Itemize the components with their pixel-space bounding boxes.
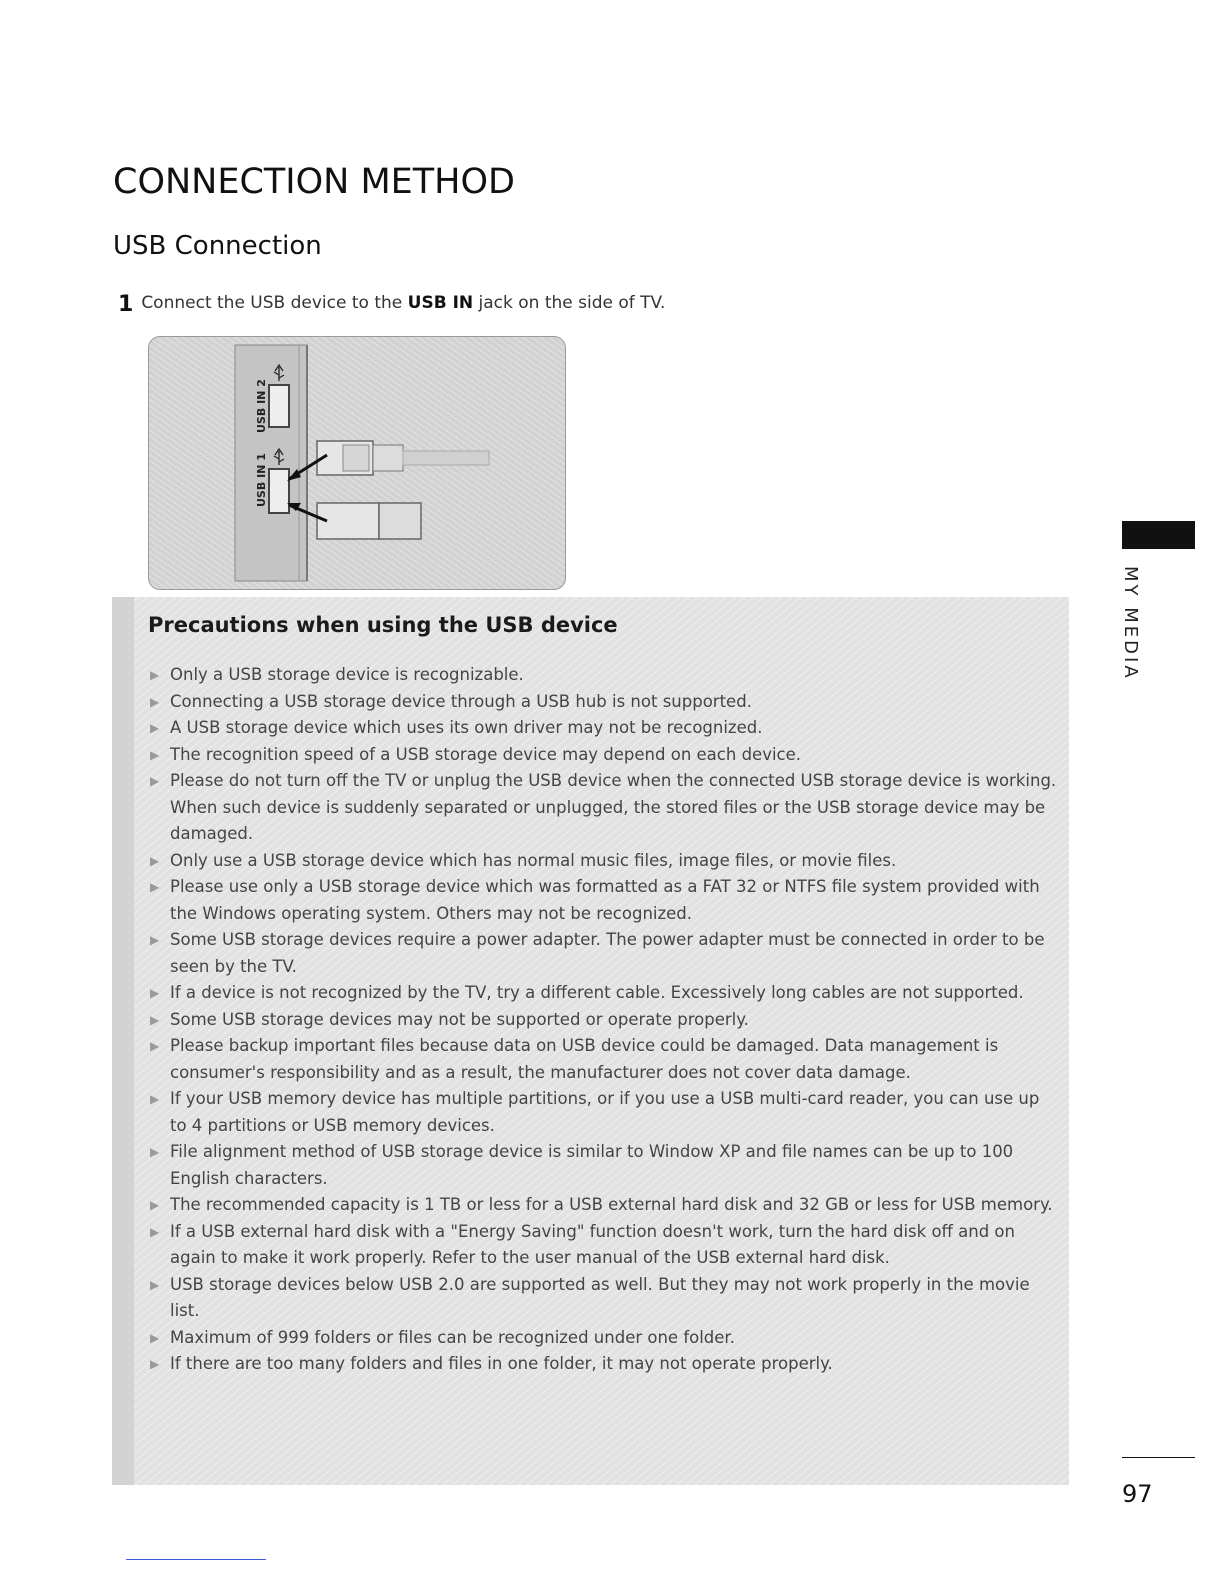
precaution-item: ▶ File alignment method of USB storage device is similar to Window XP and file names can be up to 100 English characters. [148,1139,1060,1192]
precaution-item: ▶ Connecting a USB storage device through a USB hub is not supported. [148,689,1060,716]
step-number: 1 [118,292,134,317]
port-label-usb-in-1: USB IN 1 [255,453,268,507]
precaution-item: ▶ Some USB storage devices may not be supported or operate properly. [148,1007,1060,1034]
precaution-item: ▶ The recognition speed of a USB storage device may depend on each device. [148,742,1060,769]
precaution-item: ▶ Maximum of 999 folders or files can be recognized under one folder. [148,1325,1060,1352]
precautions-title: Precautions when using the USB device [148,613,618,637]
tv-side-panel [235,345,307,581]
precaution-item: ▶ If your USB memory device has multiple partitions, or if you use a USB multi-card reader, you can use up to 4 partitions or USB memory devices. [148,1086,1060,1139]
precautions-box [112,597,1069,1485]
precaution-item: ▶ Please backup important files because data on USB device could be damaged. Data management is consumer's responsibility and as a result, the manufacturer does not cover data damage. [148,1033,1060,1086]
usb-port-1 [269,469,289,513]
step-text-before: Connect the USB device to the [141,293,408,313]
precaution-item: ▶ If a device is not recognized by the TV, try a different cable. Excessively long cables are not supported. [148,980,1060,1007]
page-number-rule [1122,1457,1195,1458]
precaution-item: ▶ Please do not turn off the TV or unplug the USB device when the connected USB storage device is working. When such device is suddenly separated or unplugged, the stored files or the USB storage device may be damaged. [148,768,1060,848]
usb-cable-upper [403,451,489,465]
page-number: 97 [1122,1480,1153,1508]
chapter-tab-marker [1122,521,1195,549]
port-label-usb-in-2: USB IN 2 [255,379,268,433]
usb-connection-illustration [148,336,566,590]
precaution-item: ▶ Only use a USB storage device which has normal music files, image files, or movie files. [148,848,1060,875]
precautions-list [148,662,1060,1378]
usb-plug-lower-boot [379,503,421,539]
usb-plug-upper-boot [373,445,403,471]
step-text-bold: USB IN [407,293,474,313]
precaution-item: ▶ Please use only a USB storage device which was formatted as a FAT 32 or NTFS file system provided with the Windows operating system. Others may not be recognized. [148,874,1060,927]
precaution-item: ▶ Some USB storage devices require a power adapter. The power adapter must be connected in order to be seen by the TV. [148,927,1060,980]
page-title: CONNECTION METHOD [113,162,515,202]
usb-ports-diagram [149,337,565,589]
precaution-item: ▶ Only a USB storage device is recognizable. [148,662,1060,689]
step-text-after: jack on the side of TV. [473,293,666,313]
precaution-item: ▶ A USB storage device which uses its own driver may not be recognized. [148,715,1060,742]
precaution-item: ▶ If a USB external hard disk with a "Energy Saving" function doesn't work, turn the hard disk off and on again to make it work properly. Refer to the user manual of the USB external hard disk. [148,1219,1060,1272]
section-title: USB Connection [113,231,322,261]
chapter-tab-label: MY MEDIA [1120,566,1141,681]
step-1 [118,292,665,317]
precaution-item: ▶ USB storage devices below USB 2.0 are supported as well. But they may not work properly in the movie list. [148,1272,1060,1325]
precaution-item: ▶ If there are too many folders and files in one folder, it may not operate properly. [148,1351,1060,1378]
usb-port-2 [269,385,289,427]
footer-rule [126,1559,266,1560]
usb-plug-upper-grip [343,445,369,471]
precaution-item: ▶ The recommended capacity is 1 TB or less for a USB external hard disk and 32 GB or less for USB memory. [148,1192,1060,1219]
